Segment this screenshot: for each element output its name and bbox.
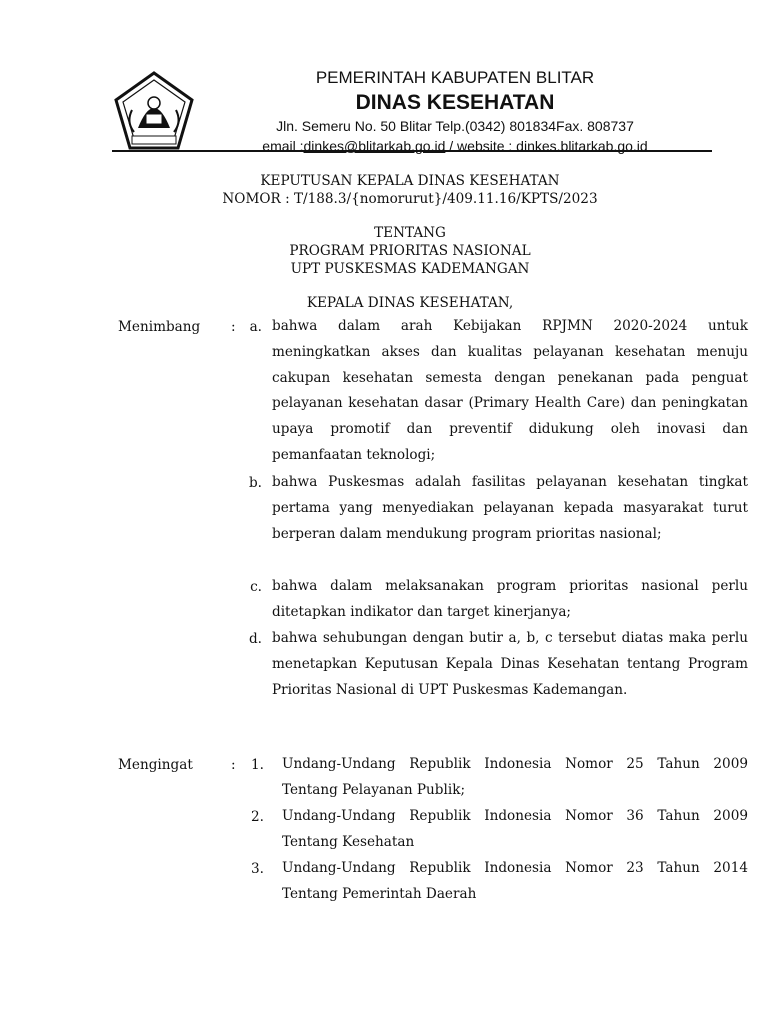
item-marker: d. xyxy=(248,631,262,647)
contact-line xyxy=(200,136,710,156)
decree-header xyxy=(110,172,710,208)
kabupaten-blitar-logo-icon xyxy=(112,70,196,154)
menimbang-label: Menimbang xyxy=(118,319,201,335)
government-name: PEMERINTAH KABUPATEN BLITAR xyxy=(315,68,595,87)
item-marker: 1. xyxy=(251,757,264,773)
item-text: bahwa dalam melaksanakan program prioritas nasional perlu ditetapkan indikator dan target kinerjanya; xyxy=(272,578,748,620)
decree-subject xyxy=(110,224,710,278)
subject-line-2: UPT PUSKESMAS KADEMANGAN xyxy=(290,261,530,277)
item-marker: a. xyxy=(249,319,262,335)
department-name: DINAS KESEHATAN xyxy=(355,91,555,114)
letterhead-divider xyxy=(112,150,712,152)
item-text: bahwa sehubungan dengan butir a, b, c tersebut diatas maka perlu menetapkan Keputusan Kepala Dinas Kesehatan tentang Program Prioritas Nasional di UPT Puskesmas Kademangan. xyxy=(272,630,748,698)
office-address: Jln. Semeru No. 50 Blitar Telp.(0342) 801834Fax. 808737 xyxy=(276,118,634,134)
item-marker: 2. xyxy=(251,809,264,825)
mengingat-colon: : xyxy=(231,757,236,773)
mengingat-label: Mengingat xyxy=(118,757,193,773)
item-marker: 3. xyxy=(251,861,264,877)
authority-title: KEPALA DINAS KESEHATAN, xyxy=(306,295,514,311)
item-text: Undang-Undang Republik Indonesia Nomor 36 Tahun 2009 Tentang Kesehatan xyxy=(282,808,748,850)
letterhead xyxy=(110,62,710,154)
email-prefix: email : xyxy=(262,138,304,154)
decree-title: KEPUTUSAN KEPALA DINAS KESEHATAN xyxy=(260,173,560,189)
item-text: bahwa Puskesmas adalah fasilitas pelayanan kesehatan tingkat pertama yang menyediakan pelayanan kepada masyarakat turut berperan dalam mendukung program prioritas nasional; xyxy=(272,474,748,542)
item-text: Undang-Undang Republik Indonesia Nomor 25 Tahun 2009 Tentang Pelayanan Publik; xyxy=(282,756,748,798)
item-marker: c. xyxy=(250,579,262,595)
decree-number: NOMOR : T/188.3/{nomorurut}/409.11.16/KPTS/2023 xyxy=(222,191,598,207)
website-text: / website : dinkes.blitarkab.go.id xyxy=(445,138,648,154)
item-marker: b. xyxy=(248,475,262,491)
item-text: Undang-Undang Republik Indonesia Nomor 23 Tahun 2014 Tentang Pemerintah Daerah xyxy=(282,860,748,902)
about-label: TENTANG xyxy=(374,225,446,241)
authority-heading xyxy=(110,294,710,312)
item-text: bahwa dalam arah Kebijakan RPJMN 2020-2024 untuk meningkatkan akses dan kualitas pelayanan kesehatan menuju cakupan kesehatan semesta dengan penekanan pada penguat pelayanan kesehatan dasar (Primary Health Care) dan peningkatan upaya promotif dan preventif didukung oleh inovasi dan pemanfaatan teknologi; xyxy=(272,318,748,463)
email-link[interactable]: dinkes@blitarkab.go.id xyxy=(303,138,446,154)
menimbang-colon: : xyxy=(231,319,236,335)
subject-line-1: PROGRAM PRIORITAS NASIONAL xyxy=(289,243,531,259)
